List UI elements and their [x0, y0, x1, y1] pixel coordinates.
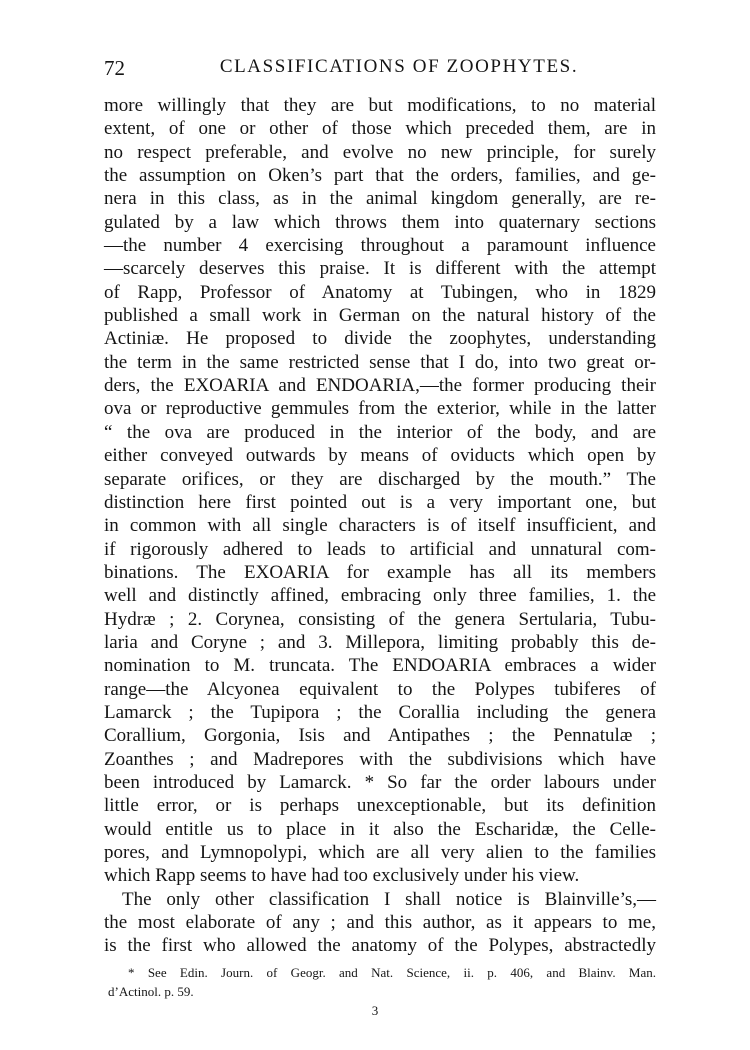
text-line: —scarcely deserves this praise. It is different with the attempt: [104, 258, 656, 280]
running-head: [104, 56, 664, 82]
running-title: CLASSIFICATIONS OF ZOOPHYTES.: [219, 56, 579, 77]
text-line: either conveyed outwards by means of oviducts which open by: [104, 445, 656, 467]
text-line: in common with all single characters is of itself insufficient, and: [104, 515, 656, 537]
text-line: binations. The EXOARIA for example has all its members: [104, 561, 656, 583]
text-line: extent, of one or other of those which preceded them, are in: [104, 118, 656, 140]
text-line: the most elaborate of any ; and this author, as it appears to me,: [104, 912, 656, 934]
text-line: nera in this class, as in the animal kingdom generally, are re-: [104, 188, 656, 210]
text-line: no respect preferable, and evolve no new principle, for surely: [104, 141, 656, 163]
page-number: 72: [104, 56, 125, 80]
text-line: Corallium, Gorgonia, Isis and Antipathes ; the Pennatulæ ;: [104, 725, 656, 747]
text-line: —the number 4 exercising throughout a paramount influence: [104, 235, 656, 257]
text-line: gulated by a law which throws them into quaternary sections: [104, 211, 656, 233]
text-line: the term in the same restricted sense that I do, into two great or-: [104, 351, 656, 373]
text-line: Lamarck ; the Tupipora ; the Corallia including the genera: [104, 701, 656, 723]
text-line: distinction here first pointed out is a very important one, but: [104, 491, 656, 513]
text-line: laria and Coryne ; and 3. Millepora, limiting probably this de-: [104, 631, 656, 653]
signature-mark: 3: [371, 1003, 379, 1018]
text-line: well and distinctly affined, embracing only three families, 1. the: [104, 585, 656, 607]
footnote: [108, 963, 656, 1001]
text-line: been introduced by Lamarck. * So far the order labours under: [104, 771, 656, 793]
text-line: separate orifices, or they are discharged by the mouth.” The: [104, 468, 656, 490]
text-line: would entitle us to place in it also the Escharidæ, the Celle-: [104, 818, 656, 840]
text-line: The only other classification I shall notice is Blainville’s,—: [122, 888, 656, 910]
text-line: of Rapp, Professor of Anatomy at Tubingen, who in 1829: [104, 281, 656, 303]
text-line: if rigorously adhered to leads to artificial and unnatural com-: [104, 538, 656, 560]
text-line: published a small work in German on the natural history of the: [104, 305, 656, 327]
text-line: more willingly that they are but modifications, to no material: [104, 95, 656, 116]
text-line: nomination to M. truncata. The ENDOARIA embraces a wider: [104, 655, 656, 677]
text-line: the assumption on Oken’s part that the orders, families, and ge-: [104, 165, 656, 187]
text-line: which Rapp seems to have had too exclusively under his view.: [104, 865, 580, 887]
text-line: little error, or is perhaps unexceptionable, but its definition: [104, 795, 656, 817]
text-line: pores, and Lymnopolypi, which are all very alien to the families: [104, 842, 656, 863]
text-line: Zoanthes ; and Madrepores with the subdivisions which have: [104, 748, 656, 770]
text-line: is the first who allowed the anatomy of the Polypes, abstractedly: [104, 935, 656, 957]
text-line: ova or reproductive gemmules from the exterior, while in the latter: [104, 398, 656, 420]
text-line: ders, the EXOARIA and ENDOARIA,—the former producing their: [104, 375, 656, 397]
footnote-line: d’Actinol. p. 59.: [108, 984, 194, 999]
body-text: [104, 94, 656, 958]
footnote-line: * See Edin. Journ. of Geogr. and Nat. Science, ii. p. 406, and Blainv. Man.: [128, 965, 656, 980]
text-line: “ the ova are produced in the interior of the body, and are: [104, 421, 656, 443]
text-line: Actiniæ. He proposed to divide the zoophytes, understanding: [104, 328, 656, 350]
text-line: range—the Alcyonea equivalent to the Polypes tubiferes of: [104, 678, 656, 700]
text-line: Hydræ ; 2. Corynea, consisting of the genera Sertularia, Tubu-: [104, 608, 656, 630]
